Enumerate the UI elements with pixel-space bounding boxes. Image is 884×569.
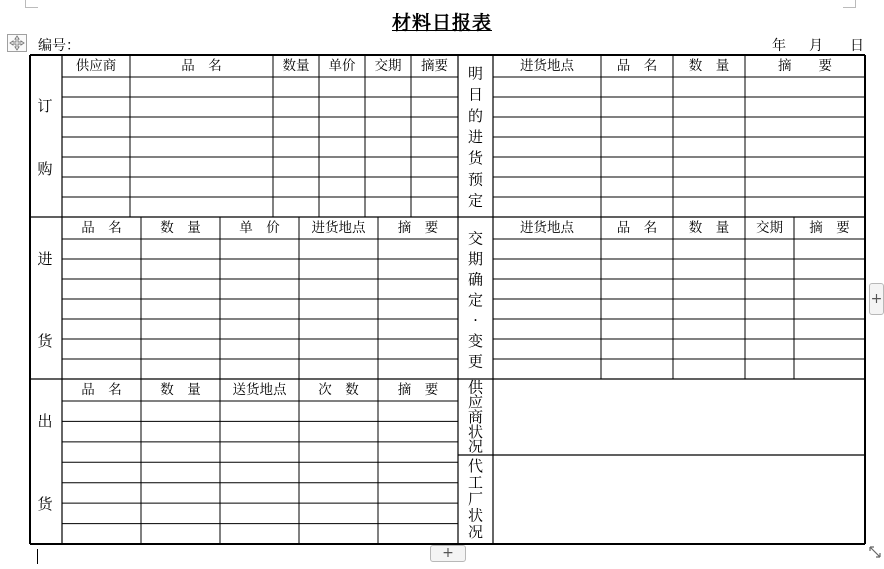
resize-icon (868, 545, 882, 559)
add-row-button[interactable]: + (430, 545, 466, 562)
incoming-table-header: 数 量 (160, 220, 201, 236)
incoming-table-header: 单 价 (239, 220, 280, 236)
table-resize-handle[interactable] (866, 545, 884, 563)
supplier-status-label-char: 应 (467, 393, 484, 412)
next-day-label-char: 预 (467, 170, 484, 189)
delivery-change-label-char: 变 (467, 332, 484, 351)
outgoing-table-header: 次 数 (318, 382, 359, 398)
next-day-label-char: 货 (467, 149, 484, 168)
supplier-status-label-char: 供 (467, 378, 484, 397)
date-month-label: 月 (809, 38, 823, 54)
delivery-change-table-header: 品 名 (616, 220, 658, 236)
order-table-header: 供应商 (75, 58, 117, 74)
order-label-char: 订 (37, 97, 53, 115)
oem-status-label-char: 况 (467, 522, 484, 541)
delivery-change-label-char: 确 (467, 270, 484, 289)
order-table-header: 摘要 (421, 58, 448, 74)
incoming-table-header: 摘 要 (397, 220, 439, 236)
oem-status-label-char: 代 (467, 457, 484, 476)
number-label: 编号： (38, 38, 80, 54)
delivery-change-table-header: 进货地点 (520, 220, 574, 236)
order-label-char: 购 (37, 160, 53, 178)
next-day-label-char: 明 (467, 64, 484, 83)
date-year-label: 年 (772, 38, 786, 54)
delivery-change-label-char: 更 (467, 352, 484, 371)
delivery-change-label-char: · (473, 311, 478, 330)
supplier-status-label-char: 况 (467, 437, 484, 456)
next-day-label-char: 日 (467, 85, 484, 104)
outgoing-label-char: 货 (37, 495, 53, 513)
incoming-table-header: 进货地点 (311, 220, 366, 236)
delivery-change-table-header: 摘 要 (809, 220, 850, 236)
date-day-label: 日 (850, 38, 864, 54)
delivery-change-label-char: 交 (467, 229, 484, 248)
delivery-change-table-header: 数 量 (688, 220, 730, 236)
delivery-change-label-char: 定 (467, 291, 484, 309)
incoming-label-char: 进 (37, 250, 53, 268)
outgoing-table-header: 数 量 (160, 382, 201, 398)
next-day-table-header: 进货地点 (520, 58, 574, 74)
text-cursor (37, 549, 38, 564)
oem-status-label-char: 工 (467, 473, 484, 492)
next-day-label-char: 定 (467, 191, 484, 210)
form-grid-lines (30, 55, 865, 544)
incoming-table-header: 品 名 (81, 220, 122, 236)
supplier-status-label-char: 状 (467, 422, 484, 441)
oem-status-label-char: 状 (467, 506, 484, 525)
order-table-header: 交期 (374, 58, 402, 74)
add-column-button[interactable]: + (869, 283, 884, 315)
delivery-change-label-char: 期 (467, 249, 484, 268)
order-table-header: 数量 (282, 58, 310, 74)
outgoing-label-char: 出 (37, 412, 53, 430)
next-day-label-char: 进 (467, 128, 484, 146)
order-table-header: 品 名 (181, 58, 222, 74)
oem-status-label-char: 厂 (467, 490, 484, 508)
next-day-label-char: 的 (467, 106, 484, 125)
next-day-table-header: 数 量 (688, 58, 730, 74)
delivery-change-table-header: 交期 (756, 220, 783, 236)
outgoing-table-header: 摘 要 (397, 382, 439, 398)
document-title: 材料日报表 (391, 12, 492, 34)
incoming-label-char: 货 (37, 332, 53, 350)
order-table-header: 单价 (328, 58, 356, 74)
next-day-table-header: 品 名 (616, 58, 658, 74)
next-day-table-header: 摘 要 (778, 58, 832, 74)
outgoing-table-header: 送货地点 (232, 382, 287, 398)
supplier-status-label-char: 商 (467, 408, 484, 426)
outgoing-table-header: 品 名 (81, 382, 122, 398)
